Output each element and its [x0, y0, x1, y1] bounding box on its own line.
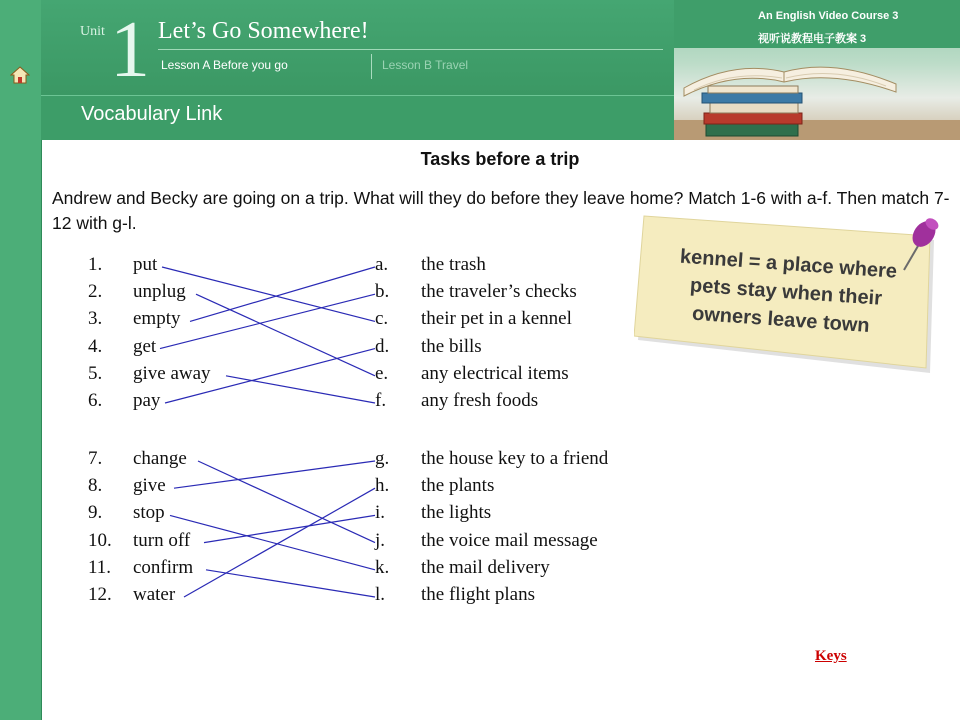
item-marker: i. [375, 502, 386, 524]
item-text: the traveler’s checks [421, 281, 577, 303]
item-marker: 2. [88, 281, 103, 303]
item-text: any fresh foods [421, 390, 539, 411]
match-line [160, 294, 375, 348]
item-text: stop [133, 502, 165, 524]
match-line [190, 267, 375, 321]
section-title: Vocabulary Link [81, 103, 223, 125]
item-text: turn off [133, 529, 191, 551]
item-marker: 7. [88, 448, 103, 469]
item-marker: d. [375, 335, 390, 357]
item-marker: 3. [88, 308, 103, 330]
item-marker: 1. [88, 254, 103, 275]
item-marker: a. [375, 254, 389, 275]
item-marker: h. [375, 475, 390, 497]
task-title: Tasks before a trip [420, 149, 580, 169]
match-line [226, 376, 375, 403]
unit-label: Unit [80, 24, 105, 39]
match-line [165, 349, 375, 403]
unit-title: Let’s Go Somewhere! [158, 18, 369, 44]
item-marker: 11. [88, 556, 112, 578]
item-marker: k. [375, 556, 390, 578]
item-marker: l. [375, 584, 386, 605]
course-name-en: An English Video Course 3 [758, 10, 899, 22]
item-text: the bills [421, 335, 482, 357]
match-line [174, 461, 375, 488]
item-marker: e. [375, 362, 389, 384]
item-text: change [133, 448, 187, 469]
tab-lesson-b[interactable]: Lesson B Travel [382, 58, 469, 72]
kennel-note [634, 210, 944, 375]
item-marker: 8. [88, 475, 103, 497]
keys-link[interactable]: Keys [815, 648, 847, 664]
match-line [206, 570, 375, 597]
match-line [170, 515, 375, 569]
item-marker: f. [375, 390, 387, 411]
match-line [184, 488, 375, 597]
item-text: give [133, 475, 166, 497]
note-line-3: owners leave town [691, 302, 871, 338]
item-text: water [133, 584, 176, 605]
item-text: their pet in a kennel [421, 308, 572, 330]
item-text: the flight plans [421, 584, 535, 605]
item-text: pay [133, 390, 161, 411]
item-text: any electrical items [421, 362, 569, 384]
item-text: confirm [133, 556, 194, 578]
item-marker: 5. [88, 362, 103, 384]
match-line [196, 294, 375, 376]
item-marker: 9. [88, 502, 103, 524]
unit-number: 1 [110, 6, 150, 94]
item-text: the trash [421, 254, 486, 275]
note-line-1: kennel = a place where [679, 245, 898, 283]
item-marker: 4. [88, 335, 103, 357]
item-text: the plants [421, 475, 495, 497]
item-marker: g. [375, 448, 390, 469]
item-text: the mail delivery [421, 556, 550, 578]
item-marker: b. [375, 281, 390, 303]
item-text: give away [133, 362, 211, 384]
item-marker: 12. [88, 584, 112, 605]
course-name-cn: 视听说教程电子教案 3 [758, 33, 867, 45]
tab-lesson-a[interactable]: Lesson A Before you go [161, 58, 288, 72]
instructions: Andrew and Becky are going on a trip. What will they do before they leave home? Match 1-6 with a-f. Then match 7-12 with g-l. [52, 188, 950, 233]
match-line [162, 267, 375, 321]
item-text: the voice mail message [421, 529, 598, 551]
item-text: put [133, 254, 158, 275]
item-text: the house key to a friend [421, 448, 609, 469]
note-line-2: pets stay when their [689, 274, 883, 310]
item-marker: j. [375, 529, 386, 551]
item-text: empty [133, 308, 181, 330]
item-text: get [133, 335, 157, 357]
item-marker: 6. [88, 390, 103, 411]
item-marker: c. [375, 308, 389, 330]
match-line [204, 515, 375, 542]
item-text: unplug [133, 281, 186, 303]
item-marker: 10. [88, 529, 112, 551]
item-text: the lights [421, 502, 492, 524]
